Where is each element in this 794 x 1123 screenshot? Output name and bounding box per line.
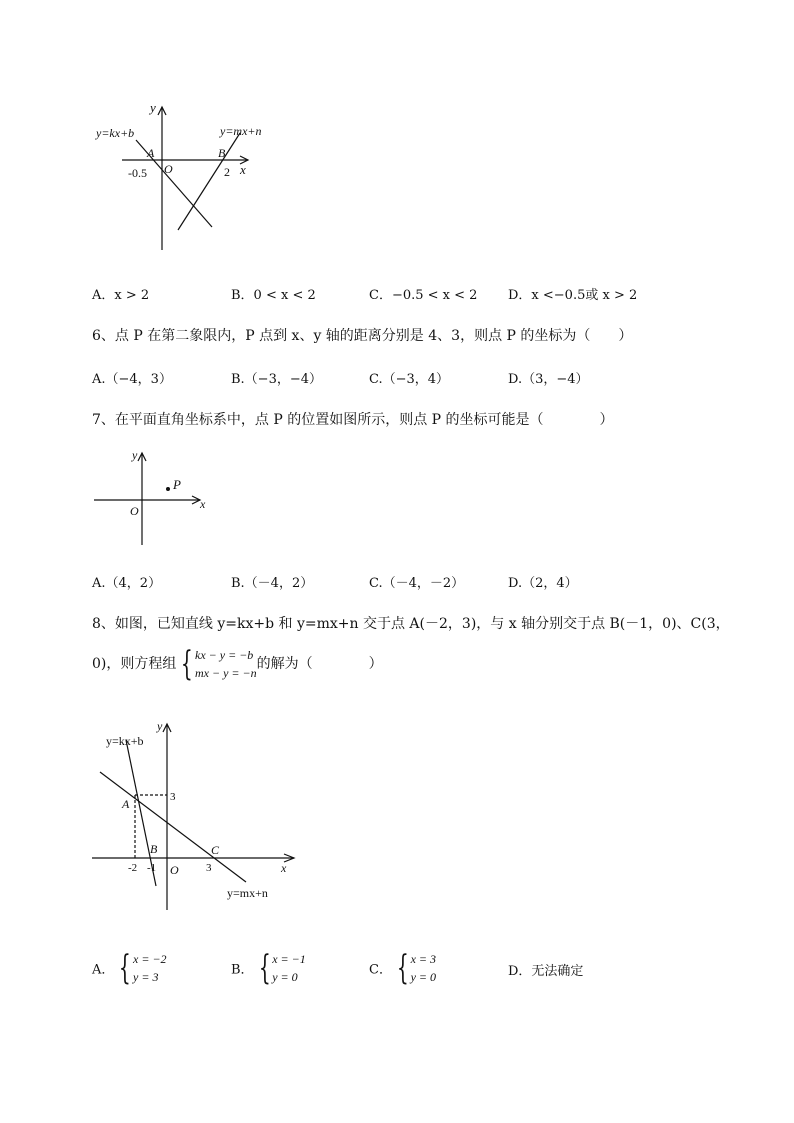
q8-system-eq1: kx − y = −b — [195, 648, 254, 662]
label-origin: O — [164, 162, 173, 176]
q8-option-b[interactable] — [231, 950, 306, 986]
q8-option-a[interactable] — [92, 950, 167, 986]
q5-option-a[interactable]: A．x > 2 — [92, 288, 150, 303]
q7-option-c[interactable]: C.（－4，－2） — [369, 576, 465, 591]
label-point-c: C — [211, 843, 220, 857]
question-8-text-line1: 8、如图，已知直线 y=kx+b 和 y=mx+n 交于点 A(－2，3)，与 x 轴分别交于点 B(－1，0)、C(3， — [92, 616, 730, 632]
q8-a-eq2: y = 3 — [133, 970, 159, 984]
q8-line2-suffix: 的解为（ ） — [256, 656, 383, 672]
q8-options — [0, 950, 794, 990]
label-line-kx-b: y=kx+b — [96, 126, 135, 140]
question-6-text: 6、点 P 在第二象限内，P 点到 x、y 轴的距离分别是 4、3，则点 P 的坐标为（ ） — [92, 328, 633, 344]
figure-2-point — [90, 445, 230, 555]
q8-line2-prefix: 0)，则方程组 — [92, 656, 177, 672]
line-mx-n — [178, 133, 240, 230]
label-point-a: A — [122, 797, 130, 811]
q8-option-c[interactable] — [369, 950, 436, 986]
q8-option-d[interactable]: D．无法确定 — [508, 964, 584, 979]
label-x-axis: x — [240, 162, 246, 177]
tick-neg-2: -2 — [128, 862, 138, 874]
label-point-b: B — [150, 842, 158, 856]
figure-2-svg — [90, 445, 230, 555]
q7-option-d[interactable]: D.（2，4） — [508, 576, 578, 591]
label-point-p: P — [173, 477, 181, 492]
label-line-mx-n: y=mx+n — [227, 886, 268, 900]
q8-equation-system — [176, 646, 256, 682]
figure-3-intersecting-lines — [90, 710, 310, 915]
q5-option-b[interactable]: B．0 < x < 2 — [231, 288, 316, 303]
q6-option-a[interactable]: A.（−4，3） — [92, 372, 172, 387]
q8-c-eq2: y = 0 — [410, 970, 437, 984]
question-8-text-line2 — [92, 646, 383, 682]
tick-x-3: 3 — [206, 862, 212, 874]
label-origin: O — [130, 504, 139, 518]
brace-icon: { — [119, 948, 132, 988]
brace-icon: { — [396, 948, 409, 988]
label-line-kx-b: y=kx+b — [106, 734, 144, 748]
q8-b-eq2: y = 0 — [272, 970, 298, 984]
q7-option-b[interactable]: B.（－4，2） — [231, 576, 314, 591]
q5-option-c[interactable]: C．−0.5 < x < 2 — [369, 288, 478, 303]
tick-neg-half: -0.5 — [128, 166, 147, 180]
q5-option-d[interactable]: D．x <−0.5或 x > 2 — [508, 288, 638, 303]
figure-3-svg — [90, 710, 310, 915]
q8-system-eq2: mx − y = −n — [195, 666, 257, 680]
q8-a-eq1: x = −2 — [133, 952, 167, 966]
label-y-axis: y — [157, 719, 163, 733]
label-y-axis: y — [132, 448, 138, 462]
label-x-axis: x — [200, 497, 206, 511]
figure-1-lines — [90, 95, 290, 255]
brace-icon: { — [181, 644, 194, 684]
q6-option-b[interactable]: B.（−3，−4） — [231, 372, 323, 387]
brace-icon: { — [258, 948, 271, 988]
label-point-a: A — [147, 146, 155, 160]
label-line-mx-n: y=mx+n — [220, 124, 262, 138]
label-y-axis: y — [150, 100, 156, 115]
figure-1-svg — [90, 95, 290, 255]
q6-option-d[interactable]: D.（3，−4） — [508, 372, 589, 387]
point-p-dot — [166, 487, 170, 491]
tick-two: 2 — [224, 165, 230, 179]
tick-y-3: 3 — [170, 791, 176, 803]
label-x-axis: x — [281, 861, 287, 875]
q7-option-a[interactable]: A.（4，2） — [92, 576, 162, 591]
q8-b-eq1: x = −1 — [272, 952, 306, 966]
tick-neg-1: -1 — [147, 862, 157, 874]
label-origin: O — [170, 863, 179, 877]
q8-option-b-label: B． — [231, 962, 254, 978]
q6-option-c[interactable]: C.（−3，4） — [369, 372, 450, 387]
q8-option-c-label: C． — [369, 962, 392, 978]
label-point-b: B — [218, 146, 226, 160]
question-7-text: 7、在平面直角坐标系中，点 P 的位置如图所示，则点 P 的坐标可能是（ ） — [92, 412, 614, 428]
q8-option-a-label: A． — [92, 962, 115, 978]
q8-c-eq1: x = 3 — [410, 952, 437, 966]
